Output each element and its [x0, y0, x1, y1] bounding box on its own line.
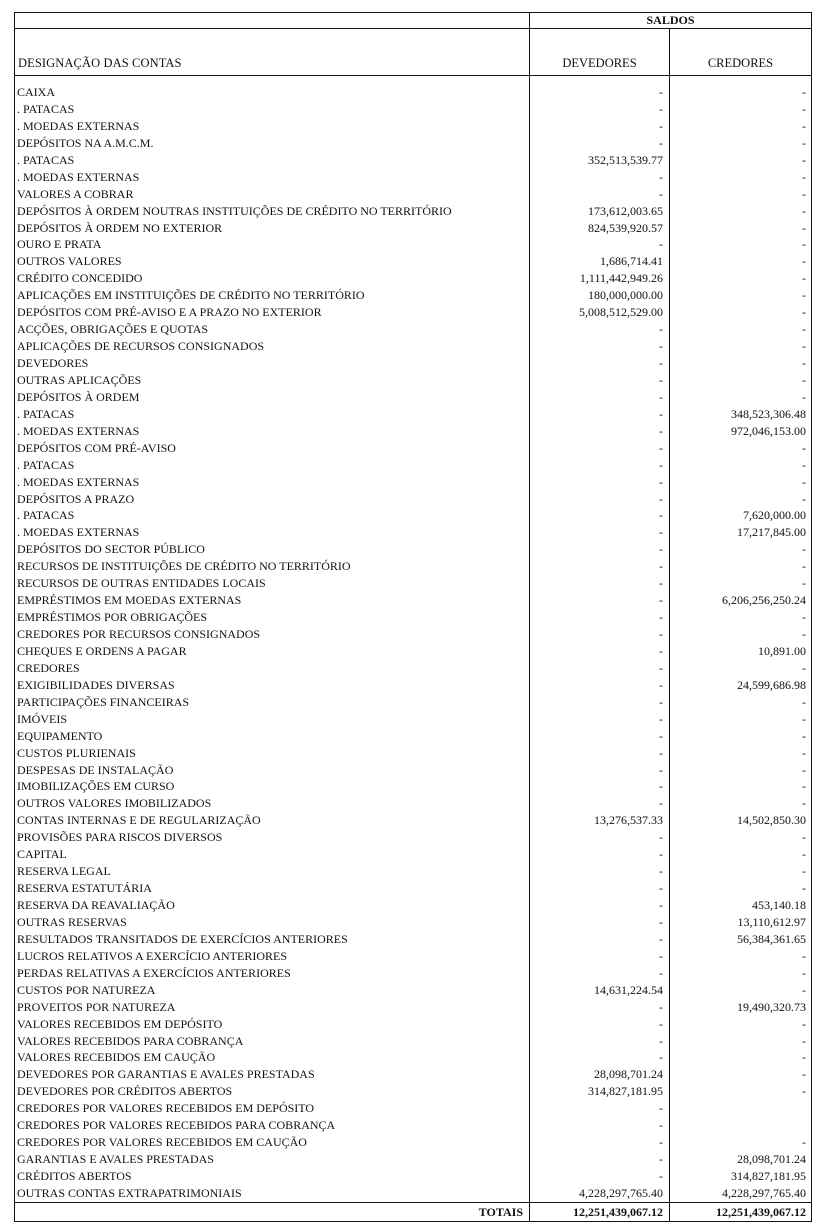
account-name: RESERVA DA REAVALIAÇÃO: [17, 898, 175, 912]
debit-value: -: [659, 356, 663, 370]
debit-value: -: [659, 898, 663, 912]
debit-value: -: [659, 711, 663, 726]
credit-value: -: [802, 254, 806, 269]
totals-row: [15, 1202, 811, 1221]
credit-value: -: [802, 186, 806, 201]
account-name: CUSTOS PLURIENAIS: [17, 745, 136, 760]
debit-value: -: [659, 694, 663, 709]
debit-value: -: [659, 372, 663, 387]
credit-value: -: [802, 339, 806, 354]
credit-value: -: [802, 559, 806, 574]
totals-debit: 12,251,439,067.12: [530, 1203, 670, 1221]
credit-value: 13,110,612.97: [737, 914, 806, 929]
account-name: APLICAÇÕES DE RECURSOS CONSIGNADOS: [17, 339, 265, 354]
account-name: CREDORES POR RECURSOS CONSIGNADOS: [17, 627, 261, 641]
credit-value: -: [802, 779, 806, 794]
credit-value: -: [802, 440, 806, 455]
account-name: DESPESAS DE INSTALAÇÃO: [17, 762, 174, 777]
account-name: VALORES RECEBIDOS EM DEPÓSITO: [17, 1016, 223, 1031]
account-name: . MOEDAS EXTERNAS: [17, 474, 140, 489]
credit-value: -: [802, 576, 806, 591]
debit-value: -: [659, 830, 663, 845]
account-name: RECURSOS DE INSTITUIÇÕES DE CRÉDITO NO TERRITÓRIO: [17, 559, 351, 574]
debit-value: -: [659, 745, 663, 760]
account-name: . PATACAS: [17, 457, 75, 472]
designation-header: DESIGNAÇÃO DAS CONTAS: [18, 56, 182, 70]
account-name: ACÇÕES, OBRIGAÇÕES E QUOTAS: [17, 322, 209, 337]
credit-value: -: [802, 982, 806, 997]
credit-value: -: [802, 745, 806, 760]
account-name: DEPÓSITOS A PRAZO: [17, 491, 135, 506]
credit-value: 972,046,153.00: [731, 423, 806, 438]
credit-value: 17,217,845.00: [737, 525, 806, 540]
credit-value: -: [802, 1135, 806, 1150]
debit-value: 1,111,442,949.26: [579, 271, 663, 286]
account-name: EXIGIBILIDADES DIVERSAS: [17, 677, 175, 692]
debit-column: [530, 76, 670, 1202]
debit-header: DEVEDORES: [530, 29, 670, 75]
account-name: DEVEDORES: [17, 356, 89, 370]
debit-value: 352,513,539.77: [588, 152, 663, 167]
account-name: . MOEDAS EXTERNAS: [17, 525, 140, 540]
credit-value: -: [802, 762, 806, 777]
account-name: CHEQUES E ORDENS A PAGAR: [17, 643, 187, 658]
credit-value: -: [802, 474, 806, 489]
debit-value: 28,098,701.24: [594, 1067, 663, 1082]
debit-value: -: [659, 1033, 663, 1048]
account-name: PARTICIPAÇÕES FINANCEIRAS: [17, 694, 190, 709]
account-name: PERDAS RELATIVAS A EXERCÍCIOS ANTERIORES: [17, 965, 291, 980]
credit-value: 6,206,256,250.24: [722, 593, 806, 608]
account-name: APLICAÇÕES EM INSTITUIÇÕES DE CRÉDITO NO TERRITÓRIO: [17, 288, 365, 303]
credit-header: CREDORES: [707, 56, 774, 70]
credit-value: -: [802, 881, 806, 896]
account-name: DEPÓSITOS COM PRÉ-AVISO: [17, 440, 176, 455]
account-name: CRÉDITOS ABERTOS: [17, 1169, 132, 1183]
account-name: VALORES RECEBIDOS PARA COBRANÇA: [17, 1033, 244, 1048]
account-name: PROVISÕES PARA RISCOS DIVERSOS: [17, 830, 223, 845]
credit-value: -: [802, 728, 806, 743]
account-name: DEPÓSITOS À ORDEM: [17, 389, 140, 404]
credit-value: -: [802, 694, 806, 709]
account-name: DEVEDORES POR GARANTIAS E AVALES PRESTADAS: [17, 1067, 315, 1082]
credit-value: 24,599,686.98: [737, 677, 806, 692]
debit-value: -: [659, 881, 663, 896]
credit-value: -: [802, 1016, 806, 1031]
account-name: EMPRÉSTIMOS POR OBRIGAÇÕES: [17, 610, 208, 625]
debit-value: -: [659, 660, 663, 675]
debit-value: -: [659, 118, 663, 133]
account-name: OUTROS VALORES IMOBILIZADOS: [17, 796, 212, 811]
credit-value: -: [802, 322, 806, 337]
credit-value: -: [802, 864, 806, 879]
account-name: EMPRÉSTIMOS EM MOEDAS EXTERNAS: [17, 593, 242, 608]
credit-value: -: [802, 1084, 806, 1099]
account-name: . PATACAS: [17, 101, 75, 116]
balance-sheet-table: [14, 12, 812, 1222]
debit-value: 4,228,297,765.40: [579, 1185, 663, 1200]
debit-value: -: [659, 796, 663, 811]
account-name: RESERVA LEGAL: [17, 864, 111, 879]
credit-value: -: [802, 1033, 806, 1048]
designation-column: [15, 76, 530, 1202]
debit-value: 824,539,920.57: [588, 220, 663, 235]
debit-value: 180,000,000.00: [588, 288, 663, 303]
account-name: OUTRAS RESERVAS: [17, 914, 127, 929]
debit-value: -: [659, 1169, 663, 1183]
account-name: DEPÓSITOS DO SECTOR PÚBLICO: [17, 542, 205, 557]
credit-value: -: [802, 169, 806, 184]
debit-value: -: [659, 999, 663, 1014]
designation-header-cell: [15, 13, 530, 75]
debit-value: -: [659, 1152, 663, 1167]
account-name: CREDORES: [17, 660, 80, 675]
credit-value: -: [802, 135, 806, 150]
account-name: . PATACAS: [17, 508, 75, 523]
credit-value: 453,140.18: [752, 898, 806, 912]
debit-value: 5,008,512,529.00: [579, 305, 663, 320]
totals-label: TOTAIS: [15, 1203, 530, 1221]
credit-value: -: [802, 830, 806, 845]
debit-value: -: [659, 389, 663, 404]
debit-value: -: [659, 948, 663, 963]
credit-value: -: [802, 847, 806, 862]
debit-value: -: [659, 914, 663, 929]
credit-value: [670, 1117, 811, 1134]
debit-value: -: [659, 525, 663, 540]
debit-value: -: [659, 135, 663, 150]
debit-value: -: [659, 677, 663, 692]
credit-value: 19,490,320.73: [737, 999, 806, 1014]
credit-value: -: [802, 627, 806, 641]
account-name: DEPÓSITOS À ORDEM NO EXTERIOR: [17, 220, 223, 235]
account-name: CRÉDITO CONCEDIDO: [17, 271, 143, 286]
account-name: GARANTIAS E AVALES PRESTADAS: [17, 1152, 214, 1167]
account-name: OURO E PRATA: [17, 237, 102, 252]
header-rule: [15, 28, 529, 29]
debit-value: -: [659, 847, 663, 862]
credit-value: -: [802, 220, 806, 235]
account-name: DEPÓSITOS À ORDEM NOUTRAS INSTITUIÇÕES DE CRÉDITO NO TERRITÓRIO: [17, 203, 452, 218]
credit-value: -: [802, 965, 806, 980]
account-name: . PATACAS: [17, 152, 75, 167]
account-name: CUSTOS POR NATUREZA: [17, 982, 156, 997]
credit-column: [670, 76, 811, 1202]
credit-value: 7,620,000.00: [743, 508, 806, 523]
account-name: RESULTADOS TRANSITADOS DE EXERCÍCIOS ANTERIORES: [17, 931, 348, 946]
credit-value: -: [802, 101, 806, 116]
account-name: OUTROS VALORES: [17, 254, 122, 269]
debit-value: -: [659, 1050, 663, 1065]
totals-credit: 12,251,439,067.12: [716, 1204, 806, 1219]
debit-value: -: [659, 457, 663, 472]
account-name: EQUIPAMENTO: [17, 728, 103, 743]
credit-value: -: [802, 271, 806, 286]
credit-value: 4,228,297,765.40: [722, 1185, 806, 1200]
debit-value: -: [659, 423, 663, 438]
credit-value: -: [802, 948, 806, 963]
balances-header: SALDOS: [530, 13, 811, 29]
table-body: [15, 76, 811, 1202]
account-name: CREDORES POR VALORES RECEBIDOS PARA COBRANÇA: [17, 1118, 336, 1133]
debit-value: -: [659, 491, 663, 506]
account-name: LUCROS RELATIVOS A EXERCÍCIO ANTERIORES: [17, 948, 288, 963]
debit-value: -: [659, 1118, 663, 1133]
credit-value: 10,891.00: [758, 643, 806, 658]
debit-value: 173,612,003.65: [588, 203, 663, 218]
debit-value: -: [659, 186, 663, 201]
credit-value: 14,502,850.30: [737, 813, 806, 828]
debit-value: -: [659, 1101, 663, 1116]
debit-value: -: [659, 965, 663, 980]
account-name: PROVEITOS POR NATUREZA: [17, 999, 176, 1014]
debit-value: -: [659, 85, 663, 99]
credit-value: -: [802, 305, 806, 320]
debit-value: -: [659, 508, 663, 523]
debit-value: -: [659, 1135, 663, 1150]
account-name: VALORES RECEBIDOS EM CAUÇÃO: [17, 1050, 216, 1065]
debit-value: 14,631,224.54: [594, 982, 663, 997]
credit-value: -: [802, 542, 806, 557]
debit-value: 13,276,537.33: [594, 813, 663, 828]
credit-value: -: [802, 796, 806, 811]
debit-value: -: [659, 864, 663, 879]
credit-value: -: [802, 660, 806, 675]
credit-value: -: [802, 372, 806, 387]
account-name: . MOEDAS EXTERNAS: [17, 169, 140, 184]
debit-value: -: [659, 779, 663, 794]
debit-value: -: [659, 593, 663, 608]
account-name: IMOBILIZAÇÕES EM CURSO: [17, 779, 175, 794]
debit-value: -: [659, 728, 663, 743]
credit-value: -: [802, 389, 806, 404]
credit-value: -: [802, 288, 806, 303]
debit-value: -: [659, 931, 663, 946]
debit-value: 1,686,714.41: [600, 254, 663, 269]
credit-value: [670, 1100, 811, 1117]
credit-value: -: [802, 711, 806, 726]
debit-value: -: [659, 237, 663, 252]
debit-value: -: [659, 542, 663, 557]
credit-value: -: [802, 457, 806, 472]
account-name: CAIXA: [17, 85, 55, 99]
credit-value: -: [802, 1067, 806, 1082]
account-name: DEVEDORES POR CRÉDITOS ABERTOS: [17, 1084, 233, 1099]
debit-value: -: [659, 576, 663, 591]
credit-value: 56,384,361.65: [737, 931, 806, 946]
debit-value: -: [659, 169, 663, 184]
debit-value: -: [659, 643, 663, 658]
debit-value: -: [659, 101, 663, 116]
credit-value: -: [802, 1050, 806, 1065]
account-name: . MOEDAS EXTERNAS: [17, 423, 140, 438]
debit-value: -: [659, 610, 663, 625]
debit-value: -: [659, 1016, 663, 1031]
debit-value: -: [659, 322, 663, 337]
credit-value: 314,827,181.95: [731, 1169, 806, 1183]
account-name: DEPÓSITOS NA A.M.C.M.: [17, 135, 154, 150]
table-header: [15, 13, 811, 76]
account-name: CREDORES POR VALORES RECEBIDOS EM DEPÓSITO: [17, 1101, 315, 1116]
account-name: . PATACAS: [17, 406, 75, 421]
credit-value: -: [802, 85, 806, 99]
debit-value: 314,827,181.95: [588, 1084, 663, 1099]
account-name: IMÓVEIS: [17, 711, 67, 726]
credit-value: -: [802, 610, 806, 625]
debit-value: -: [659, 339, 663, 354]
account-name: CONTAS INTERNAS E DE REGULARIZAÇÃO: [17, 813, 261, 828]
account-name: OUTRAS CONTAS EXTRAPATRIMONIAIS: [17, 1185, 242, 1200]
debit-value: -: [659, 440, 663, 455]
credit-value: -: [802, 203, 806, 218]
credit-value: -: [802, 152, 806, 167]
account-name: CAPITAL: [17, 847, 67, 862]
account-name: VALORES A COBRAR: [17, 186, 134, 201]
credit-value: -: [802, 356, 806, 370]
credit-value: -: [802, 491, 806, 506]
account-name: OUTRAS APLICAÇÕES: [17, 372, 142, 387]
balances-header-group: [530, 13, 811, 75]
debit-value: -: [659, 627, 663, 641]
account-name: DEPÓSITOS COM PRÉ-AVISO E A PRAZO NO EXTERIOR: [17, 305, 322, 320]
credit-value: 348,523,306.48: [731, 406, 806, 421]
account-name: . MOEDAS EXTERNAS: [17, 118, 140, 133]
account-name: RECURSOS DE OUTRAS ENTIDADES LOCAIS: [17, 576, 266, 591]
account-name: RESERVA ESTATUTÁRIA: [17, 881, 152, 896]
debit-value: -: [659, 474, 663, 489]
debit-value: -: [659, 559, 663, 574]
debit-value: -: [659, 406, 663, 421]
debit-value: -: [659, 762, 663, 777]
account-name: CREDORES POR VALORES RECEBIDOS EM CAUÇÃO: [17, 1135, 307, 1150]
credit-value: -: [802, 118, 806, 133]
credit-value: 28,098,701.24: [737, 1152, 806, 1167]
credit-value: -: [802, 237, 806, 252]
